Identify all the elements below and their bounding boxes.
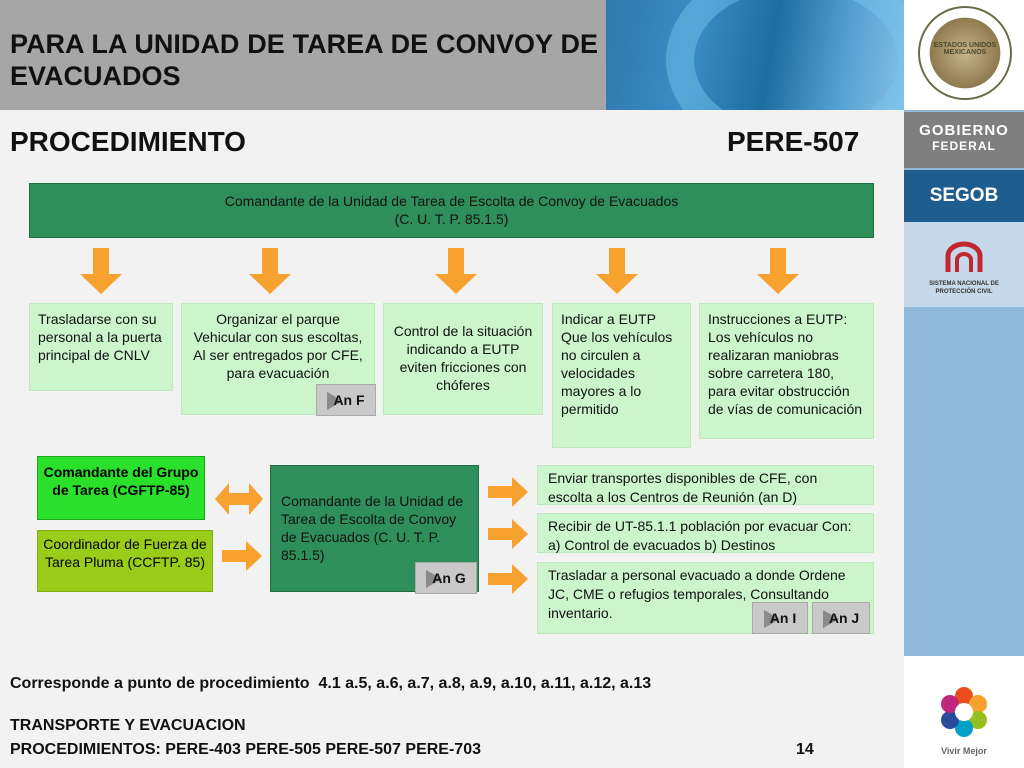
top-commander-box	[29, 183, 874, 238]
segob-logo: SEGOB	[904, 170, 1024, 222]
page-number: 14	[796, 741, 814, 758]
down-arrow-icon	[757, 248, 799, 294]
top-commander-name: Comandante de la Unidad de Tarea de Escolta de Convoy de Evacuados	[224, 193, 679, 209]
procedure-reference: Corresponde a punto de procedimiento 4.1 a.5, a.6, a.7, a.8, a.9, a.10, a.11, a.12, a.13	[10, 675, 652, 692]
right-arrow-icon	[488, 519, 528, 549]
vivir-mejor-icon	[936, 684, 992, 740]
gobierno-federal-logo	[904, 112, 1024, 168]
right-arrow-icon	[222, 541, 262, 571]
action-box: Trasladar a personal evacuado a donde Ordene JC, CME o refugios temporales, Consultando inventario.	[537, 562, 874, 634]
coordinador-box: Coordinador de Fuerza de Tarea Pluma (CCFTP. 85)	[37, 530, 213, 592]
unidad-commander-box: Comandante de la Unidad de Tarea de Escolta de Convoy de Evacuados (C. U. T. P. 85.1.5)	[270, 465, 479, 592]
seal-text: ESTADOS UNIDOS MEXICANOS	[933, 42, 997, 56]
task-box: Trasladarse con su personal a la puerta principal de CNLV	[29, 303, 173, 391]
procedure-title: PROCEDIMIENTO	[10, 126, 246, 157]
annex-g-tag[interactable]	[415, 562, 477, 594]
annex-f-tag[interactable]	[316, 384, 376, 416]
action-box: Recibir de UT-85.1.1 población por evacuar Con: a) Control de evacuados b) Destinos	[537, 513, 874, 553]
proteccion-civil-text: SISTEMA NACIONAL DE PROTECCIÓN CIVIL	[929, 281, 999, 295]
task-box: Instrucciones a EUTP: Los vehículos no realizaran maniobras sobre carretera 180, para evitar obstrucción de vías de comunicación	[699, 303, 874, 439]
down-arrow-icon	[249, 248, 291, 294]
federal-label: FEDERAL	[932, 139, 996, 153]
down-arrow-icon	[435, 248, 477, 294]
annex-j-label: An J	[828, 610, 860, 626]
footer-section: TRANSPORTE Y EVACUACION	[10, 717, 246, 734]
right-arrow-icon	[488, 564, 528, 594]
footer-procedures: PROCEDIMIENTOS: PERE-403 PERE-505 PERE-507 PERE-703	[10, 741, 481, 758]
task-box: Organizar el parque Vehicular con sus escoltas, Al ser entregados por CFE, para evacuación	[181, 303, 375, 415]
down-arrow-icon	[596, 248, 638, 294]
task-box: Control de la situación indicando a EUTP eviten fricciones con chóferes	[383, 303, 543, 415]
vivir-mejor-label: Vivir Mejor	[941, 746, 987, 756]
annex-i-tag[interactable]	[752, 602, 808, 634]
task-box: Indicar a EUTP Que los vehículos no circulen a velocidades mayores a lo permitido	[552, 303, 691, 448]
annex-g-label: An G	[432, 570, 466, 586]
top-commander-code: (C. U. T. P. 85.1.5)	[394, 211, 509, 227]
page-title: PARA LA UNIDAD DE TAREA DE CONVOY DE EVACUADOS	[10, 29, 598, 91]
procedure-code: PERE-507	[727, 126, 860, 157]
grupo-commander-box: Comandante del Grupo de Tarea (CGFTP-85)	[37, 456, 205, 520]
header-graphic	[606, 0, 904, 110]
double-arrow-icon	[215, 481, 263, 517]
gobierno-label: GOBIERNO	[919, 122, 1009, 139]
action-box: Enviar transportes disponibles de CFE, con escolta a los Centros de Reunión (an D)	[537, 465, 874, 505]
annex-i-label: An I	[769, 610, 797, 626]
proteccion-civil-icon	[944, 242, 984, 276]
right-arrow-icon	[488, 477, 528, 507]
down-arrow-icon	[80, 248, 122, 294]
annex-j-tag[interactable]	[812, 602, 870, 634]
annex-f-label: An F	[333, 392, 365, 408]
